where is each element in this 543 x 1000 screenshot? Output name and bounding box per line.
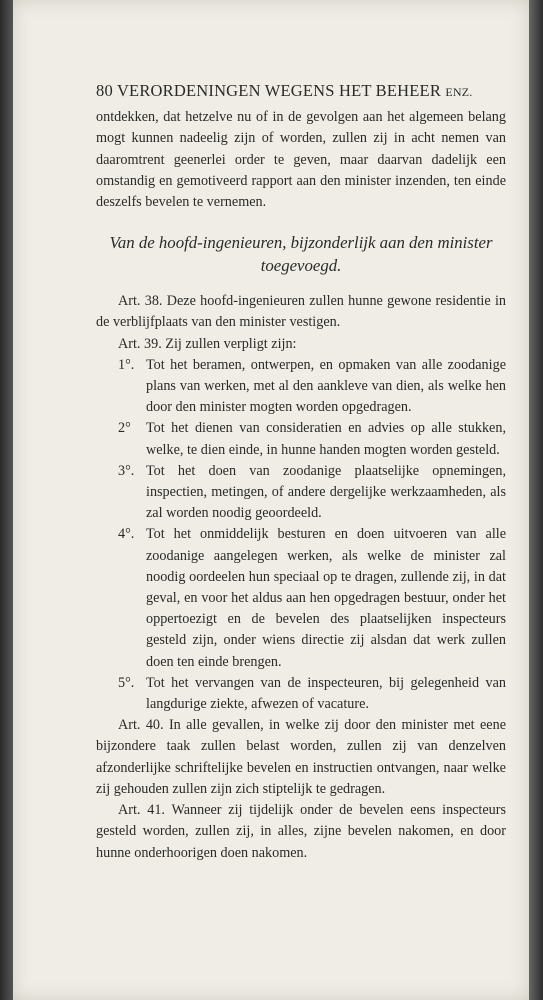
item-number: 5°.: [118, 674, 135, 691]
page-number: 80: [96, 81, 113, 100]
item-text: Tot het doen van zoodanige plaatselijke opnemingen, inspectien, metingen, of andere dergelijke werkzaamheden, als zal worden noodig geoordeeld.: [146, 462, 506, 522]
running-header: [96, 80, 506, 103]
running-title-suffix: ENZ.: [445, 85, 473, 99]
intro-paragraph: ontdekken, dat hetzelve nu of in de gevolgen aan het algemeen belang mogt kunnen nadeelig zijn of worden, zullen zij in acht nemen van daaromtrent geenerlei order te geven, maar daarvan dadelijk een omstandig en gemotiveerd rapport aan den minister inzenden, ten einde deszelfs bevelen te vernemen.: [96, 109, 506, 211]
scan-right-edge: [529, 0, 543, 1000]
list-item: [96, 418, 506, 460]
item-number: 1°.: [118, 356, 135, 373]
page-text: [96, 80, 506, 864]
section-heading: Van de hoofd-ingenieuren, bijzonderlijk aan den minister toegevoegd.: [109, 233, 493, 276]
running-title: VERORDENINGEN WEGENS HET BEHEER: [116, 81, 442, 100]
item-number: 2°: [118, 420, 131, 437]
list-item: [96, 673, 506, 715]
list-item: [96, 355, 506, 419]
item-text: Tot het onmiddelijk besturen en doen uitvoeren van alle zoodanige aangelegen werken, als welke de minister zal noodig oordeelen hun speciaal op te dragen, zullende zij, in dat geval, en voor het aldus aan hen opgedragen bestuur, onder het oppertoezigt en de bevelen des plaatselijken inspecteurs gesteld zijn, onder wiens directie zij alsdan dat werk zullen doen ten einde brengen.: [146, 526, 506, 670]
item-text: Tot het beramen, ontwerpen, en opmaken van alle zoodanige plans van werken, met al den aankleve van dien, als welke hen door den minister mogten worden opgedragen.: [146, 356, 506, 416]
item-text: Tot het dienen van consideratien en advies op alle stukken, welke, te dien einde, in hunne handen mogten worden gesteld.: [146, 420, 506, 458]
article-38: Art. 38. Deze hoofd-ingenieuren zullen hunne gewone residentie in de verblijfplaats van den minister vestigen.: [96, 293, 506, 331]
list-item: [96, 461, 506, 525]
article-40: Art. 40. In alle gevallen, in welke zij door den minister met eene bijzondere taak zullen belast worden, zullen zij van denzelven afzonderlijke schriftelijke bevelen en instructien ontvangen, naar welke zij gehouden zullen zijn zich stiptelijk te gedragen.: [96, 717, 506, 797]
item-text: Tot het vervangen van de inspecteuren, bij gelegenheid van langdurige ziekte, afwezen of vacature.: [146, 674, 506, 713]
article-41: Art. 41. Wanneer zij tijdelijk onder de bevelen eens inspecteurs gesteld worden, zullen zij, in alles, zijne bevelen nakomen, en door hunne onderhoorigen doen nakomen.: [96, 802, 506, 861]
list-item: [96, 524, 506, 672]
item-number: 3°.: [118, 462, 135, 479]
scan-left-edge: [0, 0, 13, 1000]
article-39: Art. 39. Zij zullen verpligt zijn:: [118, 335, 297, 352]
item-number: 4°.: [118, 526, 135, 543]
